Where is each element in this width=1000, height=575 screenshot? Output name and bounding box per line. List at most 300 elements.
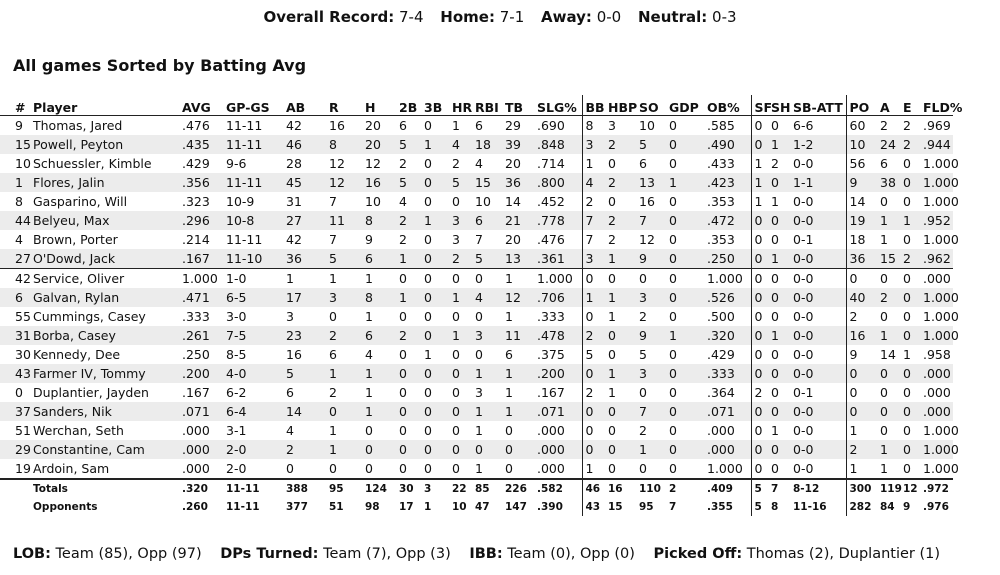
cell-avg: .000	[182, 423, 210, 438]
cell-gp-gs: 7-5	[226, 326, 286, 345]
home-value: 7-1	[499, 8, 525, 26]
player-row	[0, 288, 953, 307]
cell-sf: 1	[751, 192, 771, 211]
cell-2b: 2	[399, 156, 407, 171]
cell-num: 44	[0, 211, 33, 230]
player-row	[0, 135, 953, 154]
cell-num: 10	[15, 156, 31, 171]
cell-avg: .167	[182, 385, 210, 400]
cell-ab: 6	[286, 385, 294, 400]
col-header-rbi: RBI	[475, 95, 505, 116]
cell-a: 0	[880, 194, 888, 209]
cell-r: 2	[329, 385, 337, 400]
cell-r: 8	[329, 135, 365, 154]
cell-bb: 3	[582, 249, 608, 269]
cell-h: 10	[365, 194, 381, 209]
cell-hbp: 0	[608, 461, 616, 476]
cell-fld: .976	[923, 501, 949, 513]
cell-a: 0	[880, 423, 888, 438]
cell-2b: 2	[399, 211, 424, 230]
cell-rbi: 3	[475, 385, 483, 400]
cell-r: 1	[329, 423, 337, 438]
cell-avg: 1.000	[182, 269, 226, 289]
cell-avg: .214	[182, 232, 210, 247]
cell-gdp: 0	[669, 156, 677, 171]
cell-3b: 3	[424, 479, 452, 498]
cell-sh: 0	[771, 347, 779, 362]
col-header-bb: BB	[582, 95, 608, 116]
cell-so: 12	[639, 232, 655, 247]
cell-gdp: 0	[669, 440, 707, 459]
cell-rbi: 5	[475, 249, 505, 269]
cell-gdp: 0	[669, 249, 707, 269]
cell-sh: 0	[771, 440, 793, 459]
cell-ob: .490	[707, 135, 751, 154]
cell-gp-gs: 6-5	[226, 288, 286, 307]
cell-hr: 5	[452, 173, 475, 192]
cell-bb: 0	[582, 269, 608, 289]
col-header-3b: 3B	[424, 95, 452, 116]
cell-hbp: 1	[608, 309, 616, 324]
cell-gdp: 0	[669, 461, 677, 476]
cell-h: 8	[365, 288, 399, 307]
cell-2b: 2	[399, 232, 407, 247]
cell-sf: 0	[751, 364, 771, 383]
cell-fld: .952	[923, 211, 953, 230]
picked-off-label: Picked Off:	[653, 546, 743, 562]
cell-sf: 0	[751, 307, 771, 326]
cell-2b: 0	[399, 423, 407, 438]
cell-ob: .500	[707, 309, 735, 324]
cell-avg: .435	[182, 135, 226, 154]
cell-tb: 1	[505, 402, 537, 421]
cell-r: 95	[329, 479, 365, 498]
cell-hbp: 2	[608, 173, 639, 192]
cell-2b: 0	[399, 440, 424, 459]
cell-h: 6	[365, 326, 399, 345]
cell-player: Constantine, Cam	[33, 440, 182, 459]
cell-po: 0	[846, 269, 880, 289]
cell-ob: .433	[707, 156, 735, 171]
cell-rbi: 4	[475, 156, 483, 171]
cell-a: 2	[880, 118, 888, 133]
cell-player: Farmer IV, Tommy	[33, 364, 182, 383]
cell-3b: 1	[424, 501, 432, 513]
cell-ob: .353	[707, 232, 735, 247]
cell-so: 0	[639, 269, 669, 289]
cell-num	[0, 498, 33, 516]
cell-slg: .000	[537, 461, 565, 476]
cell-gdp: 7	[669, 501, 677, 513]
player-row	[0, 440, 953, 459]
cell-sb-att: 0-0	[793, 440, 846, 459]
cell-ab: 377	[286, 501, 308, 513]
cell-bb: 7	[582, 211, 608, 230]
totals-row	[0, 498, 953, 516]
cell-2b: 30	[399, 479, 424, 498]
cell-ab: 45	[286, 173, 329, 192]
cell-avg: .250	[182, 347, 210, 362]
cell-e: 12	[903, 479, 923, 498]
cell-hr: 10	[452, 501, 467, 513]
cell-rbi: 1	[475, 364, 505, 383]
cell-h: 1	[365, 309, 373, 324]
cell-sh: 0	[771, 364, 793, 383]
cell-ob: .409	[707, 479, 751, 498]
cell-a: 1	[880, 211, 903, 230]
cell-3b: 0	[424, 118, 432, 133]
cell-bb: 2	[582, 383, 608, 402]
cell-fld: 1.000	[923, 328, 959, 343]
player-row	[0, 211, 953, 230]
cell-3b: 0	[424, 385, 432, 400]
cell-so: 0	[639, 461, 647, 476]
cell-e: 0	[903, 364, 923, 383]
player-row	[0, 345, 953, 364]
player-row	[0, 249, 953, 269]
cell-hr: 3	[452, 232, 460, 247]
cell-hr: 0	[452, 347, 460, 362]
cell-po: 9	[846, 173, 880, 192]
cell-bb: 4	[582, 173, 608, 192]
cell-h: 1	[365, 269, 399, 289]
cell-gp-gs: 6-4	[226, 402, 286, 421]
cell-fld: 1.000	[923, 442, 959, 457]
cell-gp-gs: 6-2	[226, 385, 247, 400]
cell-a: 1	[880, 326, 903, 345]
cell-fld: .972	[923, 479, 953, 498]
cell-slg: .714	[537, 156, 565, 171]
cell-sb-att: 11-16	[793, 501, 827, 513]
cell-2b: 0	[399, 461, 407, 476]
cell-sb-att: 0-1	[793, 385, 814, 400]
cell-hbp: 0	[608, 347, 616, 362]
cell-hbp: 16	[608, 479, 639, 498]
col-header-player: Player	[33, 95, 182, 116]
cell-slg: .848	[537, 135, 582, 154]
cell-sf: 0	[751, 249, 771, 269]
cell-sf: 0	[751, 116, 771, 136]
col-header-sb-att: SB-ATT	[793, 95, 846, 116]
cell-ab: 14	[286, 402, 329, 421]
player-row	[0, 173, 953, 192]
cell-so: 5	[639, 347, 647, 362]
cell-player: Borba, Casey	[33, 326, 182, 345]
cell-player: Brown, Porter	[33, 232, 118, 247]
cell-avg: .000	[182, 461, 210, 476]
footer-summary	[13, 546, 954, 562]
cell-sb-att: 1-2	[793, 135, 846, 154]
cell-hbp: 1	[608, 364, 639, 383]
cell-so: 1	[639, 440, 669, 459]
cell-sf: 0	[751, 421, 771, 440]
cell-gdp: 1	[669, 173, 707, 192]
cell-hbp: 2	[608, 211, 639, 230]
cell-hr: 3	[452, 211, 475, 230]
cell-tb: 20	[505, 156, 521, 171]
cell-hr: 0	[452, 194, 460, 209]
col-header-h: H	[365, 95, 399, 116]
cell-h: 1	[365, 402, 399, 421]
cell-num: 9	[15, 118, 23, 133]
cell-a: 14	[880, 347, 896, 362]
cell-avg: .167	[182, 249, 226, 269]
cell-slg: .476	[537, 232, 565, 247]
cell-player: Duplantier, Jayden	[33, 385, 149, 400]
cell-sf: 2	[751, 383, 771, 402]
cell-a: 1	[880, 232, 888, 247]
cell-3b: 0	[424, 156, 432, 171]
cell-3b: 0	[424, 402, 452, 421]
cell-num: 43	[0, 364, 33, 383]
col-header-sf: SF	[751, 95, 771, 116]
cell-so: 9	[639, 249, 669, 269]
cell-ab: 31	[286, 194, 302, 209]
cell-tb: 29	[505, 118, 521, 133]
cell-sf: 0	[751, 326, 771, 345]
cell-bb: 0	[582, 307, 608, 326]
cell-ab: 388	[286, 479, 329, 498]
cell-r: 7	[329, 232, 337, 247]
cell-avg: .476	[182, 118, 210, 133]
cell-sf: 5	[751, 479, 771, 498]
cell-sb-att: 0-1	[793, 232, 814, 247]
cell-3b: 0	[424, 288, 452, 307]
cell-num: 6	[0, 288, 33, 307]
cell-gp-gs: 1-0	[226, 269, 286, 289]
cell-e: 0	[903, 309, 911, 324]
col-header-ob: OB%	[707, 95, 751, 116]
cell-po: 14	[846, 192, 880, 211]
cell-sf: 0	[751, 402, 771, 421]
cell-slg: .478	[537, 326, 582, 345]
cell-fld: .000	[923, 385, 951, 400]
cell-e: 0	[903, 461, 911, 476]
cell-hr: 1	[452, 288, 475, 307]
cell-avg: .261	[182, 326, 226, 345]
cell-ob: .526	[707, 288, 751, 307]
cell-slg: 1.000	[537, 269, 582, 289]
cell-r: 16	[329, 118, 345, 133]
cell-gp-gs: 11-11	[226, 501, 260, 513]
cell-gp-gs: 11-11	[226, 479, 286, 498]
cell-ab: 2	[286, 440, 329, 459]
cell-h: 9	[365, 232, 373, 247]
cell-sf: 0	[751, 230, 771, 249]
cell-sf: 0	[751, 269, 771, 289]
cell-hbp: 2	[608, 232, 616, 247]
cell-num: 0	[15, 385, 23, 400]
cell-slg: .200	[537, 364, 582, 383]
cell-a: 38	[880, 173, 903, 192]
col-header-gp-gs: GP-GS	[226, 95, 286, 116]
cell-po: 9	[846, 345, 880, 364]
cell-a: 15	[880, 249, 903, 269]
dp-label: DPs Turned:	[220, 546, 319, 562]
cell-po: 2	[846, 440, 880, 459]
cell-so: 16	[639, 194, 655, 209]
cell-player: Sanders, Nik	[33, 402, 182, 421]
cell-po: 36	[846, 249, 880, 269]
player-row	[0, 402, 953, 421]
cell-slg: .167	[537, 385, 565, 400]
cell-rbi: 6	[475, 211, 505, 230]
cell-gdp: 0	[669, 194, 677, 209]
cell-3b: 0	[424, 423, 432, 438]
cell-sh: 8	[771, 501, 779, 513]
cell-2b: 0	[399, 269, 424, 289]
cell-3b: 0	[424, 269, 452, 289]
overall-value: 7-4	[399, 8, 424, 26]
cell-rbi: 47	[475, 501, 490, 513]
cell-sb-att: 0-0	[793, 249, 846, 269]
cell-e: 0	[903, 156, 911, 171]
cell-sf: 0	[751, 440, 771, 459]
cell-rbi: 1	[475, 423, 483, 438]
cell-sh: 0	[771, 232, 779, 247]
cell-tb: 11	[505, 326, 537, 345]
cell-3b: 0	[424, 440, 452, 459]
cell-po: 10	[846, 135, 880, 154]
cell-sb-att: 0-0	[793, 288, 846, 307]
cell-tb: 14	[505, 194, 521, 209]
cell-e: 0	[903, 173, 923, 192]
cell-slg: .778	[537, 211, 582, 230]
cell-2b: 0	[399, 347, 407, 362]
cell-e: 0	[903, 423, 911, 438]
cell-h: 0	[365, 440, 399, 459]
cell-gp-gs: 4-0	[226, 364, 286, 383]
cell-sh: 0	[771, 461, 779, 476]
cell-player: Cummings, Casey	[33, 309, 146, 324]
cell-num: 19	[15, 461, 31, 476]
cell-so: 110	[639, 479, 669, 498]
cell-num: 1	[0, 173, 33, 192]
cell-r: 5	[329, 249, 365, 269]
cell-r: 1	[329, 269, 365, 289]
cell-fld: .000	[923, 269, 953, 289]
cell-so: 9	[639, 326, 669, 345]
cell-bb: 1	[582, 459, 608, 479]
cell-tb: 1	[505, 269, 537, 289]
player-row	[0, 192, 953, 211]
cell-sb-att: 0-0	[793, 364, 846, 383]
cell-ab: 0	[286, 461, 294, 476]
cell-hbp: 0	[608, 269, 639, 289]
cell-e: 2	[903, 118, 911, 133]
cell-avg: .071	[182, 402, 226, 421]
cell-bb: 0	[582, 402, 608, 421]
cell-rbi: 7	[475, 232, 483, 247]
cell-fld: 1.000	[923, 175, 959, 190]
cell-a: 0	[880, 364, 903, 383]
cell-hbp: 2	[608, 135, 639, 154]
cell-player: Ardoin, Sam	[33, 461, 110, 476]
cell-avg: .000	[182, 440, 226, 459]
cell-tb: 12	[505, 288, 537, 307]
cell-gp-gs: 11-11	[226, 173, 286, 192]
cell-2b: 0	[399, 402, 424, 421]
cell-avg: .429	[182, 156, 210, 171]
cell-h: 12	[365, 156, 381, 171]
cell-fld: 1.000	[923, 194, 959, 209]
cell-3b: 0	[424, 232, 432, 247]
cell-gp-gs: 10-8	[226, 211, 286, 230]
cell-ob: .250	[707, 249, 751, 269]
cell-gdp: 0	[669, 211, 707, 230]
col-header-a: A	[880, 95, 903, 116]
cell-po: 0	[846, 402, 880, 421]
cell-hr: 22	[452, 479, 475, 498]
cell-e: 0	[903, 288, 923, 307]
cell-gp-gs: 3-1	[226, 423, 247, 438]
cell-slg: .582	[537, 479, 582, 498]
away-value: 0-0	[596, 8, 622, 26]
cell-player: O'Dowd, Jack	[33, 249, 182, 269]
cell-h: 16	[365, 173, 399, 192]
cell-h: 8	[365, 211, 399, 230]
cell-a: 84	[880, 501, 895, 513]
cell-player: Powell, Peyton	[33, 135, 182, 154]
player-row	[0, 326, 953, 345]
cell-fld: 1.000	[923, 461, 959, 476]
cell-slg: .690	[537, 118, 565, 133]
cell-bb: 5	[582, 345, 608, 364]
cell-sb-att: 8-12	[793, 479, 846, 498]
page-title: All games Sorted by Batting Avg	[13, 56, 307, 75]
cell-ob: .320	[707, 326, 751, 345]
cell-tb: 1	[505, 309, 513, 324]
cell-hbp: 15	[608, 501, 623, 513]
cell-hr: 2	[452, 249, 475, 269]
cell-fld: .944	[923, 135, 953, 154]
cell-a: 0	[880, 402, 903, 421]
cell-rbi: 1	[475, 461, 483, 476]
cell-r: 1	[329, 440, 365, 459]
cell-gdp: 0	[669, 118, 677, 133]
cell-num: 37	[0, 402, 33, 421]
cell-ob: .472	[707, 211, 751, 230]
cell-sf: 1	[751, 173, 771, 192]
cell-ob: .364	[707, 385, 735, 400]
cell-tb: 39	[505, 135, 537, 154]
cell-num: 31	[0, 326, 33, 345]
cell-player: Opponents	[33, 501, 98, 513]
cell-a: 1	[880, 461, 888, 476]
home-label: Home:	[440, 8, 495, 26]
cell-3b: 1	[424, 211, 452, 230]
cell-bb: 1	[582, 154, 608, 173]
batting-stats-table	[0, 95, 963, 516]
cell-gdp: 0	[669, 402, 707, 421]
cell-gdp: 1	[669, 326, 707, 345]
cell-a: 6	[880, 156, 888, 171]
cell-num: 55	[15, 309, 31, 324]
cell-tb: 0	[505, 461, 513, 476]
table-header-row	[0, 95, 953, 116]
cell-3b: 1	[424, 347, 432, 362]
cell-player: Flores, Jalin	[33, 173, 182, 192]
cell-3b: 1	[424, 135, 452, 154]
cell-slg: .390	[537, 501, 563, 513]
cell-ab: 17	[286, 288, 329, 307]
cell-hr: 2	[452, 156, 460, 171]
cell-sh: 1	[771, 135, 793, 154]
cell-tb: 21	[505, 211, 537, 230]
cell-rbi: 6	[475, 118, 483, 133]
cell-h: 20	[365, 118, 381, 133]
cell-gdp: 0	[669, 288, 707, 307]
